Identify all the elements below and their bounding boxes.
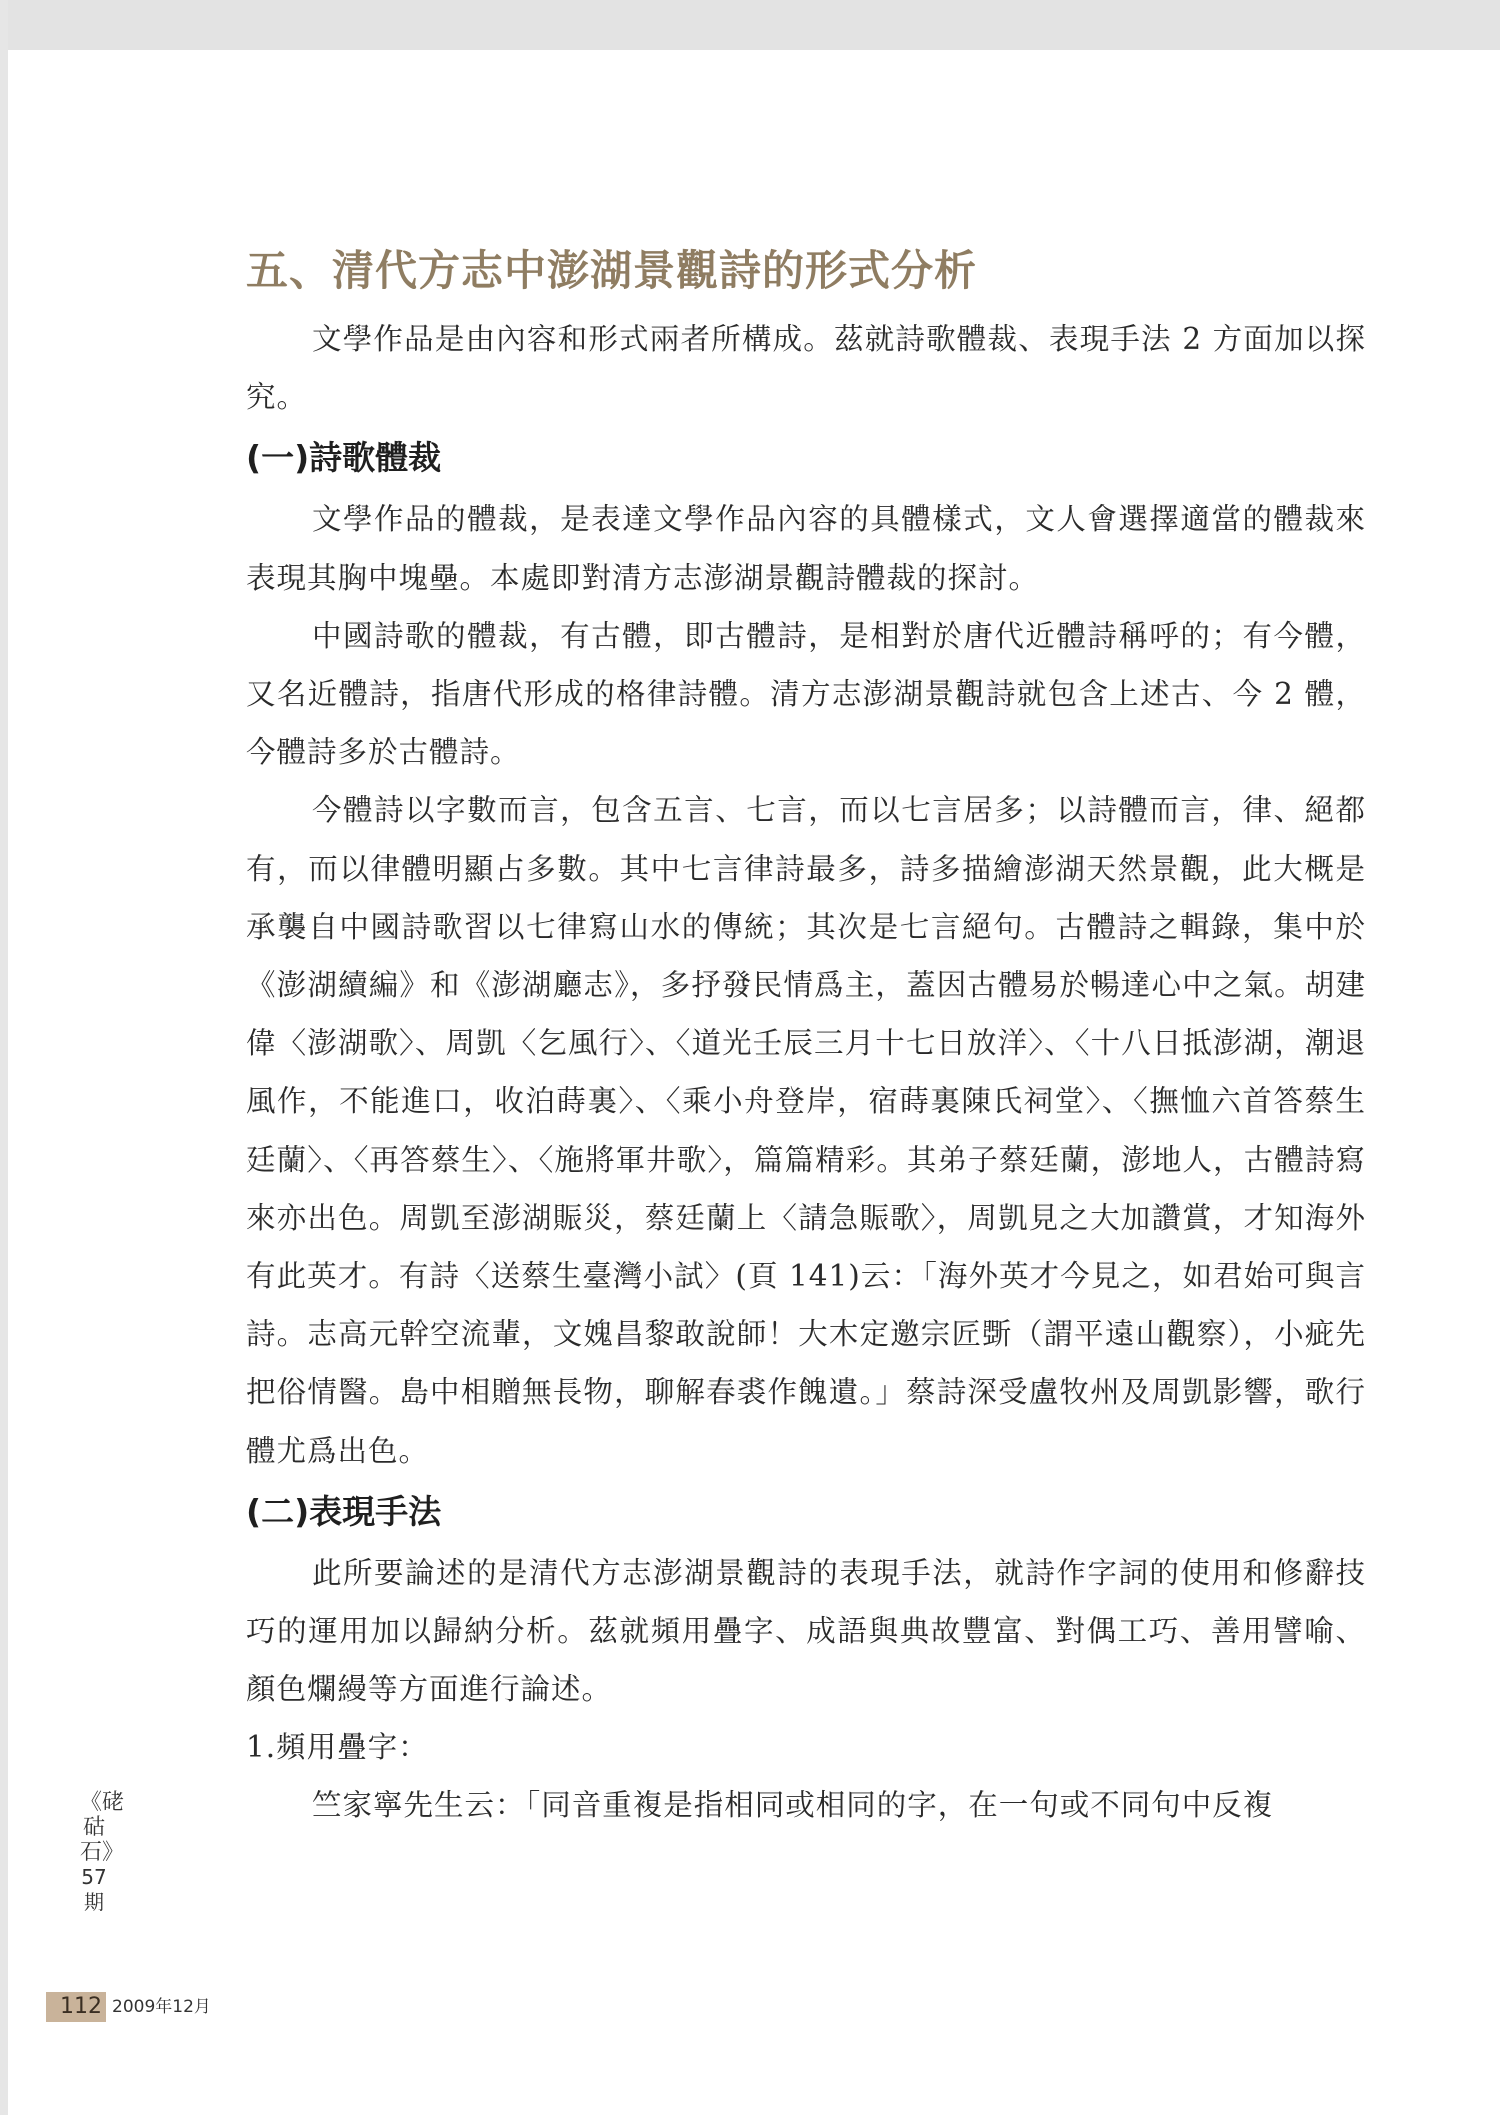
scan-left-edge (0, 0, 8, 2115)
subsection-title-genre: (一)詩歌體裁 (246, 438, 442, 478)
scan-top-band (0, 0, 1500, 50)
article-body (246, 238, 1366, 1835)
paragraph: 今體詩以字數而言，包含五言、七言，而以七言居多；以詩體而言，律、絕都有，而以律體明顯占多數。其中七言律詩最多，詩多描繪澎湖天然景觀，此大概是承襲自中國詩歌習以七律寫山水的傳統；其次是七言絕句。古體詩之輯錄，集中於《澎湖續編》和《澎湖廳志》，多抒發民情爲主，蓋因古體易於暢達心中之氣。胡建偉〈澎湖歌〉、周凱〈乞風行〉、〈道光壬辰三月十七日放洋〉、〈十八日抵澎湖，潮退風作，不能進口，收泊蒔裏〉、〈乘小舟登岸，宿蒔裏陳氏祠堂〉、〈撫恤六首答蔡生廷蘭〉、〈再答蔡生〉、〈施將軍井歌〉，篇篇精彩。其弟子蔡廷蘭，澎地人，古體詩寫來亦出色。周凱至澎湖賑災，蔡廷蘭上〈請急賑歌〉，周凱見之大加讚賞，才知海外有此英才。有詩〈送蔡生臺灣小試〉(頁 141)云：「海外英才今見之，如君始可與言詩。志高元幹空流輩，文媿昌黎敢說師！大木定邀宗匠斲（謂平遠山觀察），小疵先把俗情醫。島中相贈無長物，聊解春裘作餽遺。」蔡詩深受盧牧州及周凱影響，歌行體尤爲出色。 (246, 793, 1366, 1468)
paragraph: 竺家寧先生云：「同音重複是指相同或相同的字，在一句或不同句中反複 (312, 1788, 1274, 1823)
journal-name-vertical (80, 1790, 125, 1915)
issue-date: 2009年12月 (112, 1997, 211, 2017)
journal-volume: 57期 (81, 1865, 107, 1914)
journal-name: 《硓𥑮石》 (80, 1790, 125, 1865)
list-item-heading: 1.頻用疊字： (246, 1730, 429, 1765)
subsection-title-technique: (二)表現手法 (246, 1491, 442, 1531)
paragraph: 此所要論述的是清代方志澎湖景觀詩的表現手法，就詩作字詞的使用和修辭技巧的運用加以歸納分析。茲就頻用疊字、成語與典故豐富、對偶工巧、善用譬喻、顏色爛縵等方面進行論述。 (246, 1555, 1366, 1707)
paragraph: 文學作品的體裁，是表達文學作品內容的具體樣式，文人會選擇適當的體裁來表現其胸中塊壘。本處即對清方志澎湖景觀詩體裁的探討。 (246, 502, 1366, 595)
section-intro: 文學作品是由內容和形式兩者所構成。茲就詩歌體裁、表現手法 2 方面加以探究。 (246, 322, 1366, 415)
section-title: 五、清代方志中澎湖景觀詩的形式分析 (246, 246, 978, 295)
page-number: 112 (46, 1992, 106, 2022)
paragraph: 中國詩歌的體裁，有古體，即古體詩，是相對於唐代近體詩稱呼的；有今體，又名近體詩，指唐代形成的格律詩體。清方志澎湖景觀詩就包含上述古、今 2 體，今體詩多於古體詩。 (246, 618, 1366, 770)
